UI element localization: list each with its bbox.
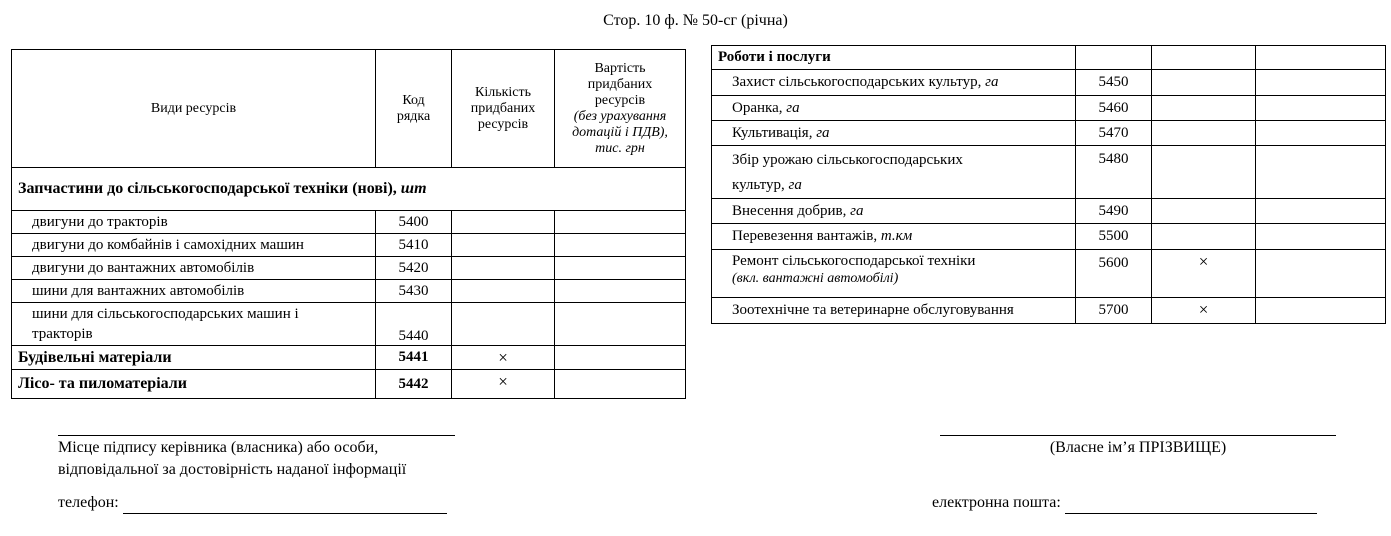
table-row: Лісо- та пиломатеріали 5442 × [12,370,686,399]
cost-cell[interactable] [555,211,686,234]
header-quantity: Кількість придбаних ресурсів [452,50,555,168]
cost-cell[interactable] [555,303,686,346]
quantity-cell[interactable] [1152,146,1256,199]
section-row [712,46,1386,70]
header-cost: Вартість придбаних ресурсів (без урахування дотацій і ПДВ), тис. грн [555,50,686,168]
quantity-cell[interactable] [1152,224,1256,250]
cost-cell[interactable] [1256,96,1386,121]
cost-cell[interactable] [1256,224,1386,250]
page-header: Стор. 10 ф. № 50-сг (річна) [603,12,788,29]
section-row [12,168,686,211]
name-line[interactable] [940,435,1336,436]
table-row: Будівельні матеріали 5441 × [12,346,686,370]
quantity-cell[interactable] [452,257,555,280]
quantity-cell[interactable] [1152,199,1256,224]
resources-table [11,49,686,399]
cross-mark: × [452,370,555,399]
quantity-cell[interactable] [452,280,555,303]
table-row: Зоотехнічне та ветеринарне обслуговування 5700 × [712,298,1386,324]
table-row: Внесення добрив, га 5490 [712,199,1386,224]
quantity-cell[interactable] [1152,96,1256,121]
phone-input-line[interactable] [123,499,447,514]
table-row: двигуни до тракторів 5400 [12,211,686,234]
email-input-line[interactable] [1065,499,1317,514]
cost-cell[interactable] [555,370,686,399]
signature-line[interactable] [58,435,455,436]
signature-caption: Місце підпису керівника (власника) або особи, відповідальної за достовірність наданої інформації [58,439,407,478]
header-resource-types: Види ресурсів [12,50,376,168]
table-row: шини для сільськогосподарських машин і тракторів 5440 [12,303,686,346]
quantity-cell[interactable] [1152,70,1256,96]
table-row: двигуни до вантажних автомобілів 5420 [12,257,686,280]
cost-cell[interactable] [555,280,686,303]
cost-cell[interactable] [1256,70,1386,96]
section-title: Роботи і послуги [712,46,1076,70]
table-row: шини для вантажних автомобілів 5430 [12,280,686,303]
table-row: Ремонт сільськогосподарської техніки (вкл. вантажні автомобілі) 5600 × [712,250,1386,298]
table-row: Захист сільськогосподарських культур, га 5450 [712,70,1386,96]
cost-cell[interactable] [1256,250,1386,298]
cost-cell[interactable] [555,346,686,370]
quantity-cell[interactable] [452,211,555,234]
cost-cell[interactable] [1256,146,1386,199]
cost-cell[interactable] [1256,298,1386,324]
cross-mark: × [1152,298,1256,324]
cost-cell[interactable] [555,257,686,280]
email-field: електронна пошта: [932,492,1317,514]
cost-cell[interactable] [555,234,686,257]
table-row: Збір урожаю сільськогосподарських культур, га 5480 [712,146,1386,199]
header-row-code: Код рядка [376,50,452,168]
table-row: Перевезення вантажів, т.км 5500 [712,224,1386,250]
section-title: Запчастини до сільськогосподарської техніки (нові), шт [12,168,686,211]
phone-field: телефон: [58,492,447,514]
table-header-row [12,50,686,168]
cost-cell[interactable] [1256,199,1386,224]
cross-mark: × [452,346,555,370]
name-caption: (Власне ім’я ПРІЗВИЩЕ) [1049,439,1227,456]
table-row: Оранка, га 5460 [712,96,1386,121]
cross-mark: × [1152,250,1256,298]
quantity-cell[interactable] [452,303,555,346]
table-row: двигуни до комбайнів і самохідних машин 5410 [12,234,686,257]
cost-cell[interactable] [1256,121,1386,146]
quantity-cell[interactable] [452,234,555,257]
services-table [711,45,1386,324]
quantity-cell[interactable] [1152,121,1256,146]
table-row: Культивація, га 5470 [712,121,1386,146]
